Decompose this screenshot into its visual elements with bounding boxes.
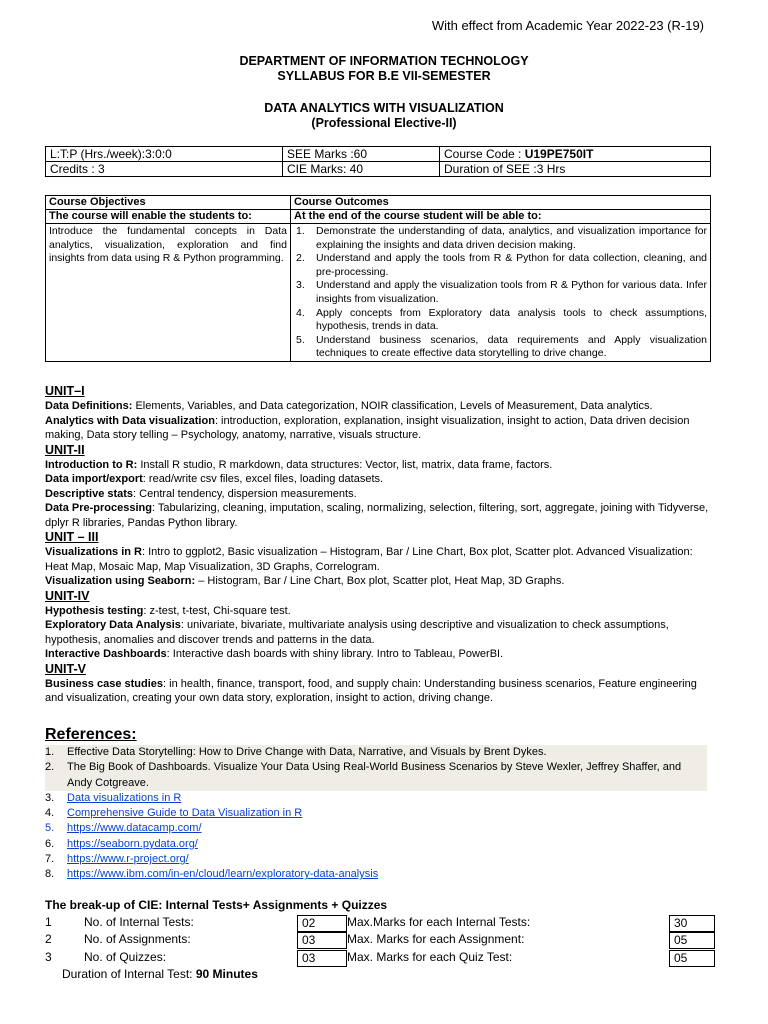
topic-label: Data Pre-processing	[45, 502, 152, 514]
course-code-label: Course Code :	[444, 147, 525, 161]
course-code-value: U19PE750IT	[524, 147, 594, 161]
topic-text: : univariate, bivariate, multivariate analysis using descriptive and visualization to check assumptions, hypothesis, anomalies and discover trends and patterns in the data.	[45, 619, 669, 646]
list-item	[45, 806, 707, 821]
reference-link[interactable]: https://www.ibm.com/in-en/cloud/learn/exploratory-data-analysis	[67, 868, 379, 881]
row-number: 2	[45, 932, 52, 946]
max-marks-label: Max. Marks for each Quiz Test:	[347, 950, 513, 964]
list-number: 2.	[45, 761, 55, 774]
topic-text: – Histogram, Bar / Line Chart, Box plot, Scatter plot, Heat Map, 3D Graphs.	[195, 575, 565, 587]
unit-4-line	[45, 604, 713, 619]
table-row	[45, 915, 713, 932]
reference-link[interactable]: https://www.r-project.org/	[67, 853, 189, 866]
elective-label: (Professional Elective-II)	[311, 116, 457, 130]
objective-text: Introduce the fundamental concepts in Data analytics, visualization, exploration and find insights from data using R & Python programming.	[46, 224, 291, 362]
outcomes-heading: Course Outcomes	[291, 196, 711, 210]
list-number: 6.	[45, 837, 55, 850]
max-marks-label: Max. Marks for each Assignment:	[347, 932, 525, 946]
topic-text: : introduction, exploration, explanation, insight visualization, insight to action, Data driven decision making, Data story telling – Psychology, anatomy, narrative, visuals structure.	[45, 414, 690, 441]
list-item	[45, 837, 707, 852]
syllabus-title: SYLLABUS FOR B.E VII-SEMESTER	[277, 69, 491, 83]
row-label: No. of Internal Tests:	[84, 915, 194, 929]
topic-label: Hypothesis testing	[45, 604, 144, 617]
list-item	[45, 791, 707, 806]
reference-text: The Big Book of Dashboards. Visualize Your Data Using Real-World Business Scenarios by Steve Wexler, Jeffrey Shaffer, and Andy Cotgreave.	[67, 761, 682, 789]
unit-1-line	[45, 399, 713, 414]
row-number: 1	[45, 915, 52, 929]
topic-label: Descriptive stats	[45, 487, 134, 500]
row-number: 3	[45, 950, 52, 964]
unit-2-line	[45, 472, 713, 487]
unit-5-title: UNIT-V	[45, 661, 86, 676]
row-label: No. of Quizzes:	[84, 950, 167, 964]
row-label: No. of Assignments:	[84, 932, 191, 946]
list-number: 5.	[296, 333, 305, 346]
outcome-text: Understand and apply the visualization tools from R & Python for various data. Infer insights from visualization.	[316, 279, 707, 305]
topic-text: Install R studio, R markdown, data structures: Vector, list, matrix, data frame, factors.	[137, 458, 553, 471]
duration-label: Duration of Internal Test:	[62, 967, 196, 981]
references-heading: References:	[45, 726, 137, 743]
topic-label: Business case studies	[45, 677, 164, 690]
max-marks-box: 05	[669, 932, 715, 949]
see-marks-cell: SEE Marks :60	[283, 147, 440, 162]
outcome-text: Apply concepts from Exploratory data analysis tools to check assumptions, hypothesis, trends in data.	[316, 306, 707, 333]
unit-2-line	[45, 487, 713, 502]
max-marks-box: 05	[669, 950, 715, 967]
course-code-cell	[440, 147, 711, 162]
table-row	[45, 932, 713, 949]
unit-5-line	[45, 677, 713, 706]
topic-label: Visualization using Seaborn:	[45, 575, 196, 587]
unit-1-line	[45, 414, 713, 443]
unit-2-title: UNIT-II	[45, 442, 85, 457]
unit-4-line	[45, 618, 713, 647]
topic-label: Data Definitions:	[45, 400, 133, 412]
unit-4-title: UNIT-IV	[45, 588, 90, 603]
topic-text: : z-test, t-test, Chi-square test.	[143, 604, 291, 617]
list-number: 1.	[296, 225, 305, 237]
credits-cell: Credits : 3	[46, 162, 283, 177]
duration-value: 90 Minutes	[195, 967, 258, 981]
topic-label: Interactive Dashboards	[45, 648, 167, 660]
outcomes-list	[294, 225, 707, 361]
topic-text: : Tabularizing, cleaning, imputation, scaling, normalizing, selection, filtering, sort, aggregate, joining with Tidyverse, dplyr R libraries, Pandas Python library.	[45, 502, 709, 529]
topic-label: Visualizations in R	[45, 546, 142, 558]
references-list	[45, 745, 707, 883]
outcome-text: Understand and apply the tools from R & Python for data collection, cleaning, and pre-processing.	[316, 252, 707, 278]
unit-2-line	[45, 458, 713, 473]
reference-link[interactable]: https://www.datacamp.com/	[67, 822, 202, 835]
cie-marks-cell: CIE Marks: 40	[283, 162, 440, 177]
reference-link[interactable]: Comprehensive Guide to Data Visualization in R	[67, 807, 303, 820]
list-number: 3.	[45, 791, 55, 804]
topic-label: Analytics with Data visualization	[45, 414, 215, 427]
topic-text: : in health, finance, transport, food, and supply chain: Understanding business scenarios, Feature engineering and visualization, creating your own data story, exploration, insight to action, driving change.	[45, 677, 697, 704]
outcome-text: Demonstrate the understanding of data, analytics, and visualization importance for explaining the insights and data driven decision making.	[316, 225, 707, 251]
list-item	[294, 279, 707, 306]
list-item	[45, 852, 707, 867]
list-number: 3.	[296, 279, 305, 292]
list-number: 4.	[45, 807, 55, 820]
list-item	[294, 252, 707, 279]
max-marks-label: Max.Marks for each Internal Tests:	[347, 915, 531, 929]
cie-breakup-heading: The break-up of CIE: Internal Tests+ Assignments + Quizzes	[45, 898, 388, 912]
list-item	[45, 821, 707, 836]
topic-text: Elements, Variables, and Data categorization, NOIR classification, Levels of Measurement, Data analytics.	[132, 400, 653, 412]
outcome-text: Understand business scenarios, data requirements and Apply visualization techniques to create effective data storytelling to drive change.	[316, 333, 707, 360]
department-title: DEPARTMENT OF INFORMATION TECHNOLOGY	[239, 54, 529, 68]
list-item	[45, 745, 707, 760]
list-number: 5.	[45, 822, 55, 835]
course-title: DATA ANALYTICS WITH VISUALIZATION	[264, 101, 504, 115]
unit-1-title: UNIT–I	[45, 384, 85, 398]
count-box: 03	[297, 932, 347, 949]
list-item	[294, 334, 707, 361]
reference-link[interactable]: Data visualizations in R	[67, 791, 182, 804]
count-box: 03	[297, 950, 347, 967]
topic-text: : Intro to ggplot2, Basic visualization – Histogram, Bar / Line Chart, Box plot, Scatter plot. Advanced Visualization: Heat Map, Mosaic Map, Map Visualization, 3D Graphs, Correlogram.	[45, 546, 693, 573]
table-row	[45, 950, 713, 967]
objectives-outcomes-table	[45, 195, 711, 362]
list-number: 8.	[45, 868, 55, 881]
highlighted-references	[45, 745, 707, 791]
list-number: 4.	[296, 306, 305, 319]
objectives-heading: Course Objectives	[46, 196, 291, 210]
topic-text: : Central tendency, dispersion measurements.	[133, 487, 357, 500]
max-marks-box: 30	[669, 915, 715, 932]
unit-3-line	[45, 574, 713, 589]
topic-label: Data import/export	[45, 473, 143, 485]
units-section	[45, 384, 713, 706]
reference-text: Effective Data Storytelling: How to Drive Change with Data, Narrative, and Visuals by Brent Dykes.	[67, 746, 547, 758]
count-box: 02	[297, 915, 347, 932]
topic-label: Exploratory Data Analysis	[45, 619, 181, 631]
list-number: 7.	[45, 853, 55, 866]
topic-label: Introduction to R:	[45, 458, 138, 471]
internal-test-duration	[62, 967, 258, 981]
list-number: 1.	[45, 746, 55, 758]
see-duration-cell: Duration of SEE :3 Hrs	[440, 162, 711, 177]
course-info-table	[45, 146, 711, 177]
objectives-subheading: The course will enable the students to:	[46, 210, 291, 224]
list-item	[45, 867, 707, 882]
list-item	[294, 225, 707, 252]
unit-4-line	[45, 647, 713, 662]
list-item	[45, 760, 707, 791]
outcomes-subheading: At the end of the course student will be able to:	[291, 210, 711, 224]
reference-link[interactable]: https://seaborn.pydata.org/	[67, 837, 198, 850]
list-number: 2.	[296, 252, 305, 265]
unit-3-line	[45, 545, 713, 574]
effective-year-note: With effect from Academic Year 2022-23 (R-19)	[431, 18, 704, 33]
unit-3-title: UNIT – III	[45, 530, 99, 544]
topic-text: : Interactive dash boards with shiny library. Intro to Tableau, PowerBI.	[166, 648, 504, 660]
outcomes-cell	[291, 224, 711, 362]
topic-text: : read/write csv files, excel files, loading datasets.	[142, 473, 384, 485]
ltp-cell: L:T:P (Hrs./week):3:0:0	[46, 147, 283, 162]
list-item	[294, 307, 707, 334]
unit-2-line	[45, 501, 713, 530]
